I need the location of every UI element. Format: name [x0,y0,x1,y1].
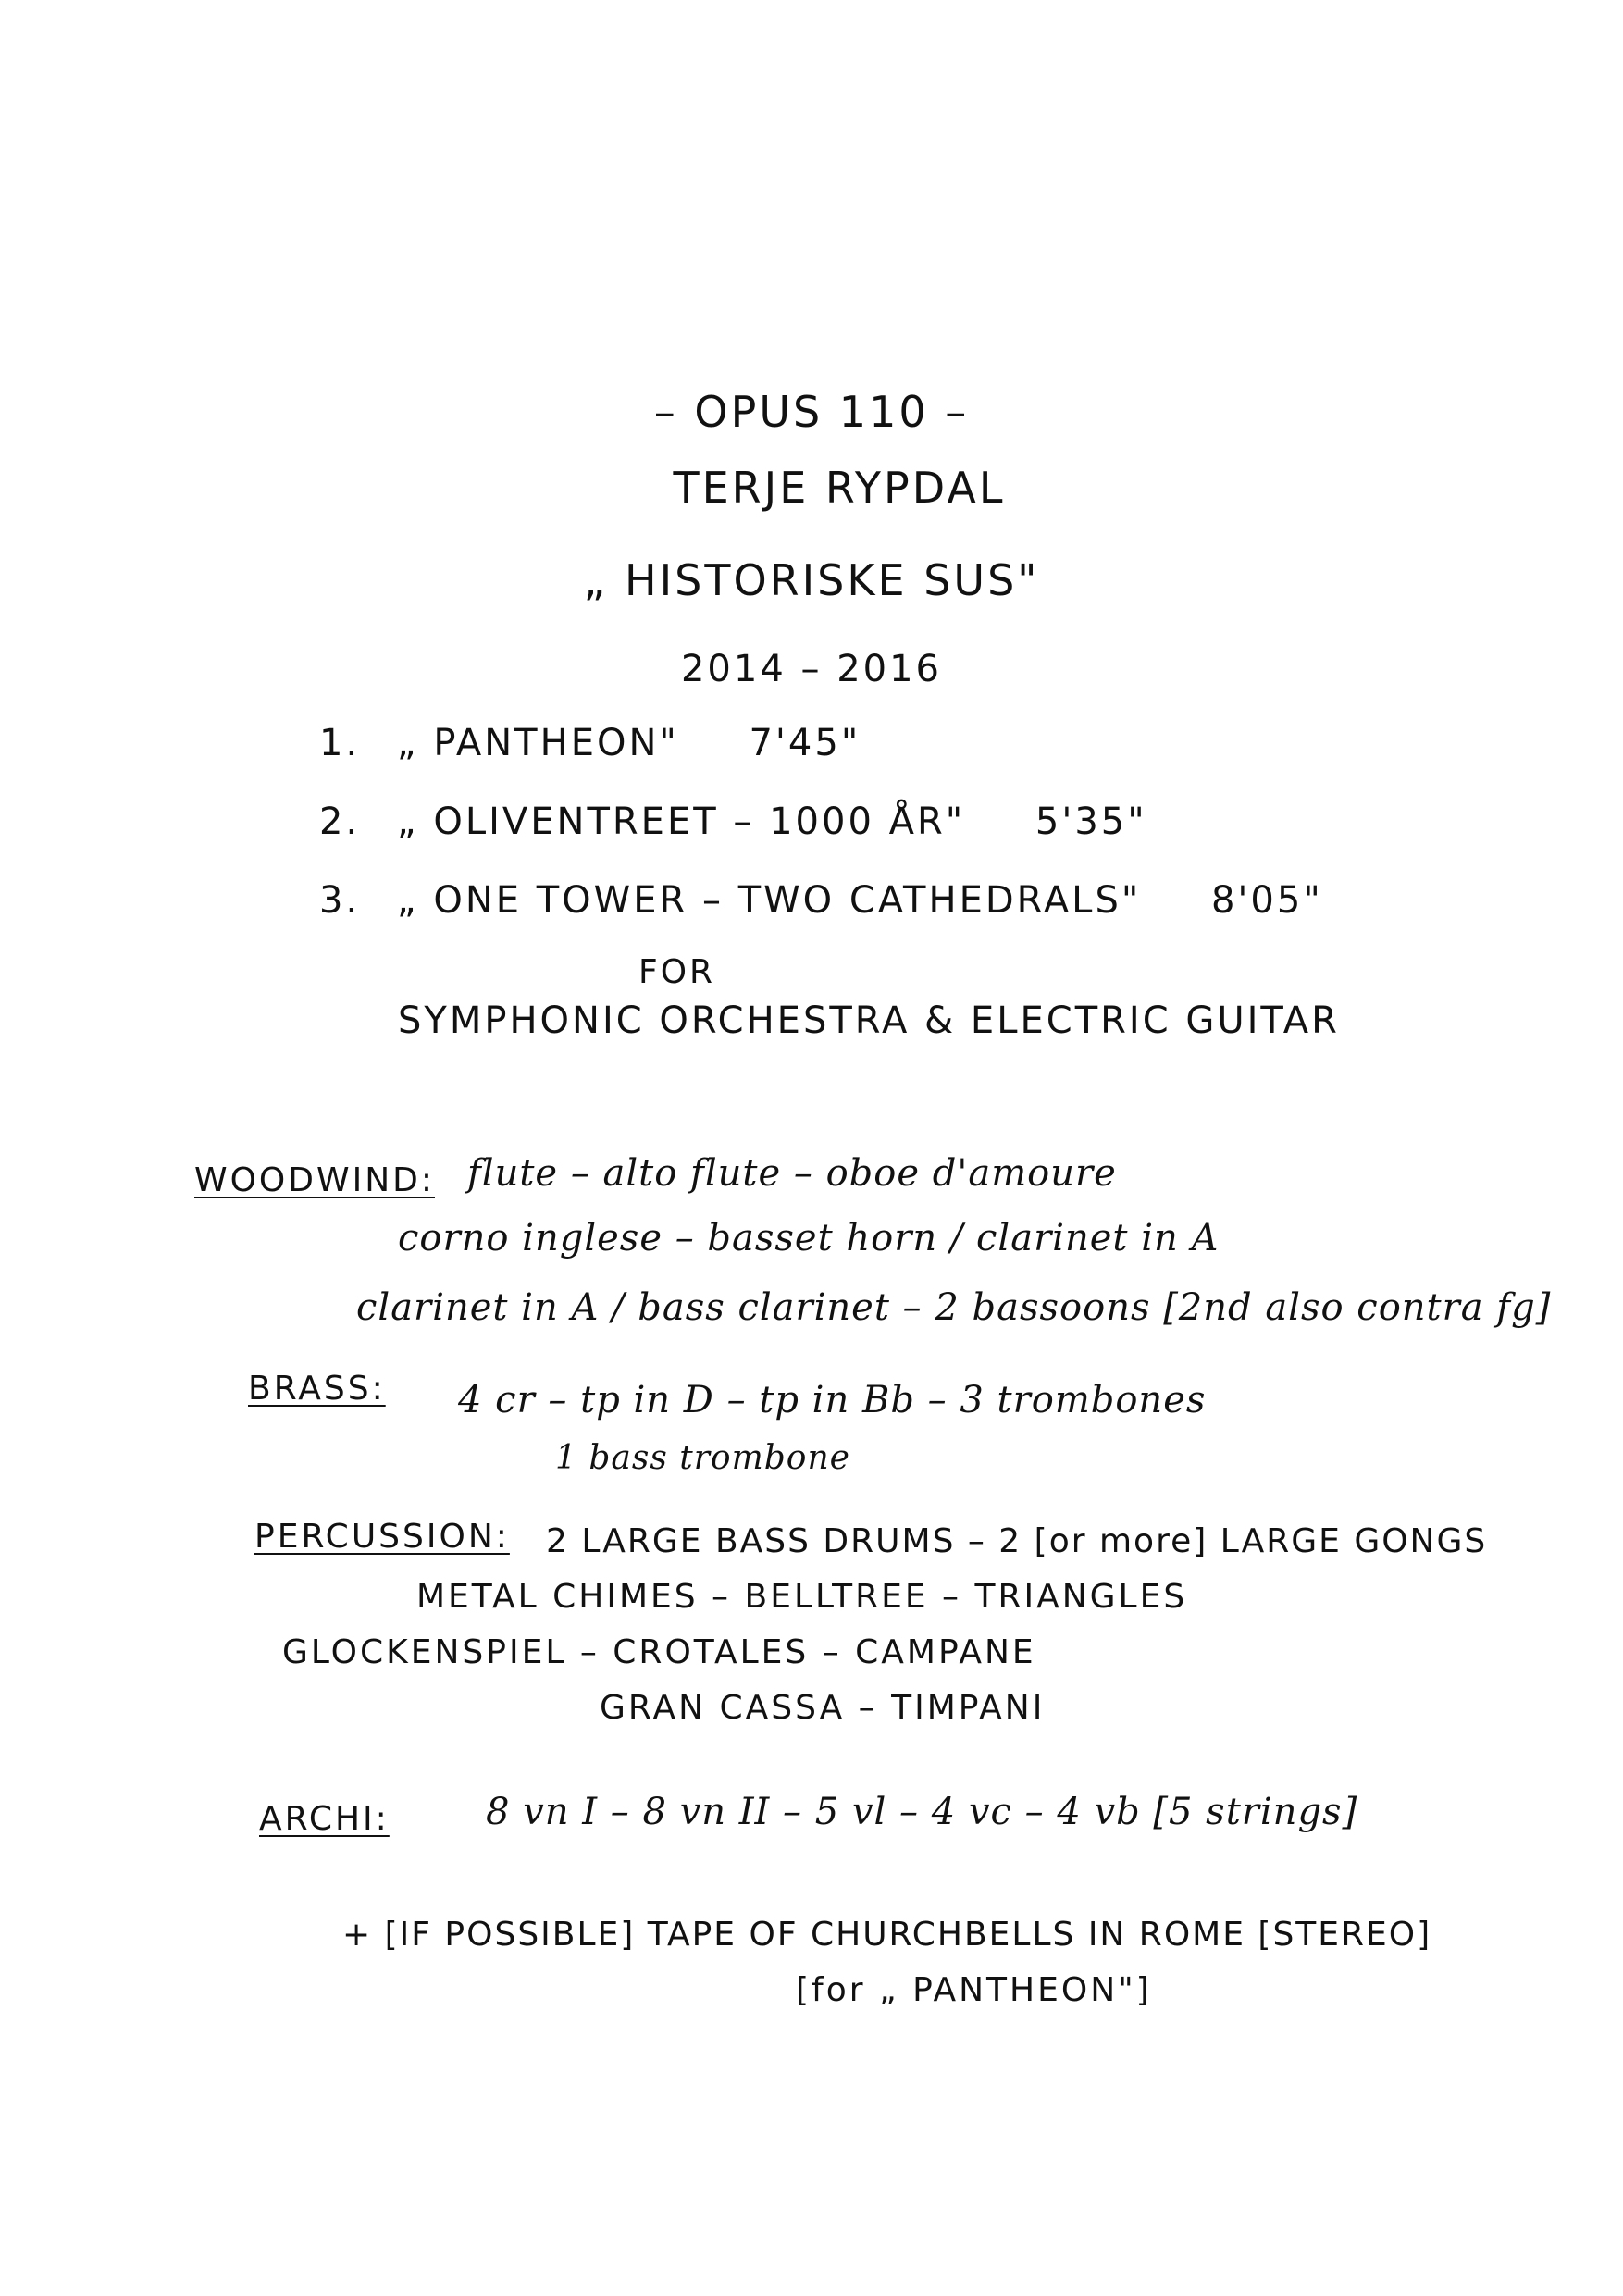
movement-2 [319,800,1147,843]
work-title: „ HISTORISKE SUS" [583,555,1040,605]
movement-name: „ OLIVENTREET – 1000 ÅR" [396,800,966,843]
movement-number: 2. [319,800,361,843]
movement-3 [319,879,1323,922]
brass-line-2: 1 bass trombone [555,1439,850,1477]
percussion-line-1: 2 LARGE BASS DRUMS – 2 [or more] LARGE GONGS [546,1522,1488,1560]
woodwind-line-1: flute – alto flute – oboe d'amoure [467,1152,1117,1195]
movement-duration: 7'45" [749,722,861,764]
percussion-line-3: GLOCKENSPIEL – CROTALES – CAMPANE [282,1633,1036,1671]
archi-label: ARCHI: [259,1800,390,1838]
woodwind-line-3: clarinet in A / bass clarinet – 2 bassoons [2nd also contra fg] [356,1286,1552,1329]
tape-note-for: [for „ PANTHEON"] [796,1971,1152,2009]
percussion-label: PERCUSSION: [254,1518,510,1556]
brass-line-1: 4 cr – tp in D – tp in Bb – 3 trombones [458,1379,1207,1421]
movement-name: „ PANTHEON" [396,722,679,764]
woodwind-label: WOODWIND: [194,1161,435,1199]
percussion-line-4: GRAN CASSA – TIMPANI [600,1689,1046,1727]
composition-years: 2014 – 2016 [680,648,943,690]
movement-name: „ ONE TOWER – TWO CATHEDRALS" [396,879,1142,922]
woodwind-line-2: corno inglese – basset horn / clarinet in A [398,1217,1220,1260]
tape-note: + [IF POSSIBLE] TAPE OF CHURCHBELLS IN ROME [STEREO] [342,1916,1432,1954]
percussion-line-2: METAL CHIMES – BELLTREE – TRIANGLES [416,1578,1188,1616]
movement-duration: 5'35" [1035,800,1147,843]
scoring-for: FOR [638,953,716,991]
opus-number: – OPUS 110 – [653,387,970,437]
brass-label: BRASS: [248,1370,386,1408]
movement-duration: 8'05" [1210,879,1323,922]
composer-name: TERJE RYPDAL [673,463,1006,513]
archi-line: 8 vn I – 8 vn II – 5 vl – 4 vc – 4 vb [5 strings] [486,1791,1358,1833]
movement-number: 3. [319,879,361,922]
movement-1 [319,722,861,764]
movement-number: 1. [319,722,361,764]
scoring-ensemble: SYMPHONIC ORCHESTRA & ELECTRIC GUITAR [398,999,1340,1042]
